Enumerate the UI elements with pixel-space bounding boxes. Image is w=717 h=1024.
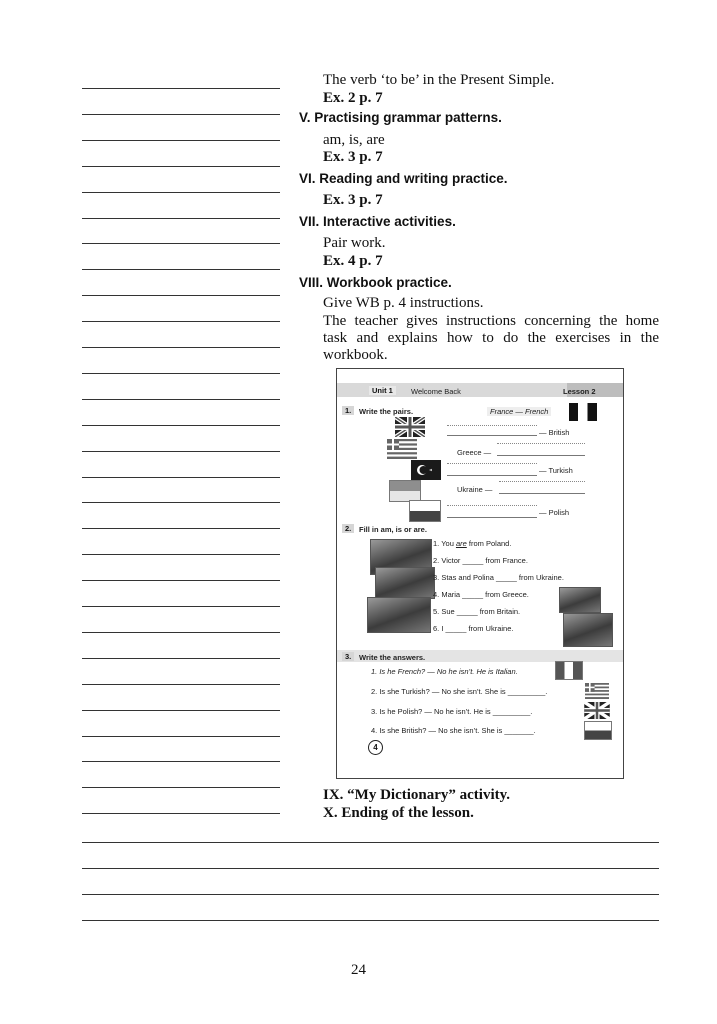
city-photo (563, 613, 613, 647)
exercise-ref: Ex. 3 p. 7 (323, 149, 383, 165)
exercise-ref: Ex. 4 p. 7 (323, 253, 383, 269)
answer-item: 3. Is he Polish? — No he isn’t. He is _________. (371, 707, 533, 716)
exercise-number: 2. (342, 524, 354, 533)
answer-item: 1. Is he French? — No he isn’t. He is Italian. (371, 667, 518, 676)
fill-item: 5. Sue _____ from Britain. (433, 607, 521, 616)
workbook-page-image (336, 368, 624, 779)
page-number: 24 (351, 962, 366, 978)
city-photo (375, 567, 435, 599)
left-rule (82, 658, 280, 659)
full-rule (82, 842, 659, 843)
text-line: Pair work. (323, 235, 386, 251)
left-rule (82, 787, 280, 788)
section-heading: IX. “My Dictionary” activity. (323, 787, 511, 803)
city-photo (559, 587, 601, 613)
left-rule (82, 269, 280, 270)
answer-item: 2. Is she Turkish? — No she isn’t. She is _________. (371, 687, 548, 696)
left-rule (82, 192, 280, 193)
italy-flag-icon (555, 661, 583, 680)
fill-item: 2. Victor _____ from France. (433, 556, 528, 565)
exercise-title: Fill in am, is or are. (359, 525, 427, 534)
section-heading: V. Practising grammar patterns. (299, 110, 502, 125)
left-rule (82, 425, 280, 426)
full-rule (82, 868, 659, 869)
left-rule (82, 736, 280, 737)
left-rule (82, 451, 280, 452)
left-rule (82, 632, 280, 633)
left-rule (82, 813, 280, 814)
exercise-ref: Ex. 3 p. 7 (323, 192, 383, 208)
left-rule (82, 399, 280, 400)
exercise-ref: Ex. 2 p. 7 (323, 90, 383, 106)
paragraph: The teacher gives instructions concerning the home task and explains how to do the exercises in the workbook. (323, 313, 659, 363)
left-rule (82, 580, 280, 581)
unit-title: Welcome Back (411, 387, 461, 396)
france-flag-icon (569, 403, 597, 421)
full-rule (82, 894, 659, 895)
left-rule (82, 684, 280, 685)
uk-flag-icon (584, 702, 610, 719)
left-rule (82, 761, 280, 762)
greece-flag-icon (584, 683, 610, 699)
section-heading: X. Ending of the lesson. (323, 805, 474, 821)
uk-flag-icon (395, 417, 425, 437)
section-heading: VI. Reading and writing practice. (299, 171, 508, 186)
left-rule (82, 606, 280, 607)
left-rule (82, 114, 280, 115)
section-heading: VIII. Workbook practice. (299, 275, 452, 290)
pair-item: — Turkish (539, 466, 573, 475)
left-rule (82, 710, 280, 711)
turkey-flag-icon (411, 460, 441, 480)
fill-item: 6. I _____ from Ukraine. (433, 624, 514, 633)
fill-item: 1. You are from Poland. (433, 539, 512, 548)
left-rule (82, 373, 280, 374)
left-rule (82, 502, 280, 503)
ukraine-flag-icon (389, 480, 421, 502)
poland-flag-icon (409, 500, 441, 522)
text-line: The verb ‘to be’ in the Present Simple. (323, 72, 555, 88)
left-rule (82, 295, 280, 296)
exercise-title: Write the answers. (359, 653, 426, 662)
fill-item: 3. Stas and Polina _____ from Ukraine. (433, 573, 564, 582)
text-line: am, is, are (323, 132, 385, 148)
left-rule (82, 166, 280, 167)
poland-flag-icon (584, 721, 612, 740)
pair-item: Greece — (457, 448, 492, 457)
workbook-page-number: 4 (368, 740, 383, 755)
greece-flag-icon (387, 439, 417, 459)
left-rule (82, 88, 280, 89)
exercise-number: 1. (342, 406, 354, 415)
example-pair: France — French (487, 407, 551, 416)
pair-item: Ukraine — (457, 485, 493, 494)
exercise-number: 3. (342, 652, 354, 661)
unit-label: Unit 1 (369, 386, 396, 395)
fill-answer: are (455, 539, 467, 548)
left-rule (82, 554, 280, 555)
city-photo (367, 597, 431, 633)
exercise-title: Write the pairs. (359, 407, 414, 416)
left-rule (82, 243, 280, 244)
left-rule (82, 140, 280, 141)
answer-item: 4. Is she British? — No she isn’t. She is _______. (371, 726, 536, 735)
pair-item: — Polish (539, 508, 570, 517)
full-rule (82, 920, 659, 921)
section-heading: VII. Interactive activities. (299, 214, 456, 229)
left-rule (82, 477, 280, 478)
lesson-label: Lesson 2 (563, 387, 596, 396)
left-rule (82, 347, 280, 348)
left-rule (82, 218, 280, 219)
pair-item: — British (539, 428, 570, 437)
left-rule (82, 528, 280, 529)
fill-item: 4. Maria _____ from Greece. (433, 590, 529, 599)
left-rule (82, 321, 280, 322)
text-line: Give WB p. 4 instructions. (323, 295, 484, 311)
